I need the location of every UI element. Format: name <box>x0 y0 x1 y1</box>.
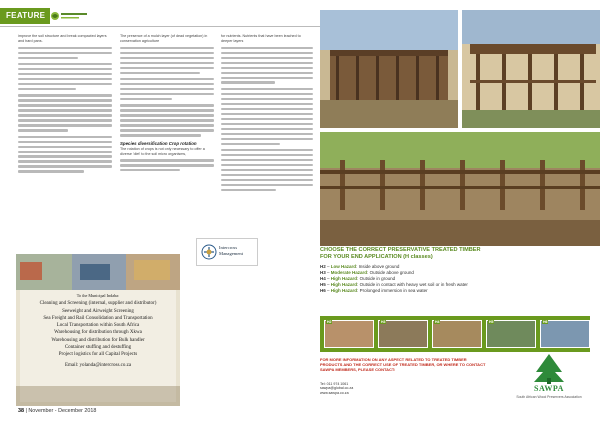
text-line <box>221 52 313 54</box>
hazard-code: H6 <box>320 288 326 293</box>
paragraph-text: The presence of a mulch layer (of dead vegetation) in conservation agriculture <box>120 34 208 43</box>
text-line <box>18 73 112 75</box>
text-line <box>18 124 112 126</box>
text-line <box>221 123 313 125</box>
text-line <box>221 174 313 176</box>
text-line <box>18 129 68 131</box>
text-line <box>120 52 214 54</box>
advert-service-item: Local Transportation within South Africa <box>56 323 140 329</box>
paragraph <box>221 88 313 145</box>
hazard-level: High Hazard <box>330 288 358 293</box>
hazard-level: High Hazard <box>330 276 358 281</box>
paragraph-text: The rotation of crops is not only necessary to offer a diverse 'diet' to the soil micro organisms, <box>120 146 205 156</box>
hazard-code: H2 <box>320 264 326 269</box>
text-line <box>221 138 313 140</box>
text-line <box>221 67 313 69</box>
hazard-code: H3 <box>320 270 326 275</box>
hazard-class-list <box>320 264 590 294</box>
advert-service-item: Container stuffing and destuffing <box>64 345 132 351</box>
page-header <box>0 8 92 24</box>
text-line <box>221 98 313 100</box>
timber-ad-title <box>320 247 590 261</box>
text-line <box>18 63 112 65</box>
text-line <box>18 114 112 116</box>
hazard-strip-label: H3 <box>381 320 386 324</box>
more-info-text: FOR MORE INFORMATION ON ANY ASPECT RELATED TO TREATED TIMBER PRODUCTS AND THE CORRECT USE OF TREATED TIMBER, OR WHERE TO CONTACT SAWPA MEMBERS, PLEASE CONTACT: <box>320 357 486 372</box>
timber-structures-photo-collage <box>320 10 600 246</box>
text-line <box>120 93 214 95</box>
hazard-description: Outside in ground <box>359 276 396 281</box>
paragraph <box>120 78 214 100</box>
text-line <box>120 62 214 64</box>
text-line <box>120 88 214 90</box>
text-line <box>18 78 112 80</box>
sawpa-subtitle: South African Wood Preservers Association <box>516 395 582 399</box>
text-line <box>221 93 313 95</box>
text-column-1 <box>18 34 112 177</box>
hazard-strip-photo <box>540 320 590 348</box>
hazard-separator: – <box>325 288 331 293</box>
text-line <box>120 57 214 59</box>
sawpa-tree-icon <box>506 352 592 384</box>
hazard-level: High Hazard <box>330 282 358 287</box>
text-line <box>221 81 275 83</box>
paragraph <box>18 136 112 173</box>
text-line <box>120 129 214 131</box>
text-line <box>18 155 112 157</box>
text-line <box>120 78 214 80</box>
hazard-separator: – <box>325 282 331 287</box>
hazard-strip-photo <box>486 320 536 348</box>
text-line <box>120 67 214 69</box>
advert-service-item: Warehousing for distribution through Xkwa <box>54 330 142 336</box>
magazine-logo-icon <box>50 10 90 22</box>
text-line <box>221 169 313 171</box>
paragraph <box>221 149 313 191</box>
hazard-strip-label: H5 <box>489 320 494 324</box>
text-line <box>221 103 313 105</box>
text-line <box>18 170 84 172</box>
footer-separator: | <box>25 408 29 414</box>
text-line <box>221 128 313 130</box>
text-line <box>221 189 276 191</box>
text-line <box>18 141 112 143</box>
contact-details <box>320 382 420 395</box>
hazard-separator: : <box>357 288 360 293</box>
hazard-description: Inside above ground <box>358 264 400 269</box>
advert-text <box>16 292 180 369</box>
text-line <box>221 143 280 145</box>
text-line <box>18 165 112 167</box>
hazard-strip-photo <box>378 320 428 348</box>
hazard-code: H4 <box>320 276 326 281</box>
text-line <box>120 98 172 100</box>
timber-ad-title-line2: FOR YOUR END APPLICATION (H classes) <box>320 254 433 260</box>
text-line <box>120 124 214 126</box>
text-line <box>120 83 214 85</box>
hazard-separator: – <box>325 264 331 269</box>
subheading: Species diversification Crop rotation <box>120 140 197 146</box>
contact-line[interactable]: www.sawpa.co.za <box>320 390 349 395</box>
contact-line: Tel: 011 974 1061 <box>320 382 349 386</box>
text-line <box>120 164 214 166</box>
intercross-logo-text <box>219 245 243 257</box>
hazard-separator: – <box>325 270 331 275</box>
text-line <box>18 109 112 111</box>
paragraph <box>221 34 313 84</box>
text-line <box>18 57 78 59</box>
advert-service-item: Warehousing and distribution for Bulk handler <box>51 337 145 343</box>
advert-email[interactable]: Email: yolanda@intercross.co.za <box>64 362 132 368</box>
issue-date: November - December 2018 <box>28 408 97 414</box>
paragraph <box>120 34 214 74</box>
text-line <box>221 88 313 90</box>
paragraph-text: improve the soil structure and break compacted layers and hard pans. <box>18 34 107 43</box>
text-line <box>18 94 112 96</box>
text-line <box>18 47 112 49</box>
hazard-level: Low Hazard <box>330 264 357 269</box>
paragraph <box>18 34 112 59</box>
text-line <box>120 47 214 49</box>
advert-service-item: Project logistics for all Capital Projects <box>58 352 138 358</box>
page-number: 38 <box>18 408 24 414</box>
hazard-strip-label: H2 <box>327 320 332 324</box>
timber-ad-title-line1: CHOOSE THE CORRECT PRESERVATIVE TREATED TIMBER <box>320 247 481 253</box>
text-line <box>18 68 112 70</box>
text-line <box>221 62 313 64</box>
text-line <box>18 119 112 121</box>
hazard-separator: : <box>356 264 359 269</box>
hazard-code: H5 <box>320 282 326 287</box>
text-column-2 <box>120 34 214 175</box>
text-line <box>221 133 313 135</box>
text-line <box>120 104 214 106</box>
text-line <box>18 136 112 138</box>
advert-service-item: Sea Freight and Rail Consolidation and Transportation <box>43 315 153 321</box>
sawpa-logo <box>506 352 592 406</box>
text-line <box>221 164 313 166</box>
advert-services-list <box>16 300 180 358</box>
hazard-level: Moderate Hazard <box>330 270 368 275</box>
text-line <box>120 109 214 111</box>
text-line <box>120 134 201 136</box>
text-line <box>221 118 313 120</box>
text-line <box>18 151 112 153</box>
text-line <box>120 72 200 74</box>
page-footer <box>18 408 96 414</box>
paragraph <box>120 104 214 136</box>
section-tab: FEATURE <box>0 8 50 24</box>
text-line <box>120 119 214 121</box>
text-line <box>120 159 214 161</box>
text-line <box>221 57 313 59</box>
hazard-description: Outside in contact with heavy wet soil or in fresh water <box>359 282 468 287</box>
text-line <box>18 52 112 54</box>
hazard-strip-photo <box>432 320 482 348</box>
text-line <box>221 179 313 181</box>
text-line <box>221 159 313 161</box>
sawpa-name: SAWPA <box>534 384 564 393</box>
text-line <box>221 108 313 110</box>
text-line <box>18 83 112 85</box>
hazard-row <box>320 288 590 294</box>
text-line <box>221 47 313 49</box>
text-line <box>221 149 313 151</box>
hazard-separator: : <box>357 282 360 287</box>
advert-intro: To the Municipal Indaba: <box>76 293 120 298</box>
text-line <box>18 88 76 90</box>
hazard-description: Outside above ground <box>369 270 414 275</box>
logistics-advert <box>16 254 180 406</box>
hazard-strip-photo <box>324 320 374 348</box>
text-column-3 <box>221 34 313 195</box>
paragraph-text: for nutrients. Nutrients that have been leached to deeper layers <box>221 34 301 43</box>
text-line <box>18 99 112 101</box>
paragraph <box>18 94 112 131</box>
hazard-separator: – <box>325 276 331 281</box>
intercross-logo-icon <box>201 244 217 260</box>
magazine-logo <box>50 10 90 22</box>
text-line <box>18 104 112 106</box>
advert-service-item: Seeweight and Airweight Screening <box>62 308 134 314</box>
text-line <box>221 72 313 74</box>
hazard-separator: : <box>367 270 370 275</box>
text-line <box>18 146 112 148</box>
text-line <box>120 114 214 116</box>
hazard-photo-strip <box>320 316 590 352</box>
paragraph <box>120 147 214 172</box>
text-line <box>221 154 313 156</box>
advert-service-item: Cleaning and Screening (internal, supplier and distributor) <box>39 301 157 307</box>
paragraph <box>18 63 112 90</box>
text-line <box>221 77 313 79</box>
text-line <box>120 169 180 171</box>
hazard-strip-label: H6 <box>543 320 548 324</box>
hazard-separator: : <box>357 276 360 281</box>
hazard-strip-label: H4 <box>435 320 440 324</box>
contact-line[interactable]: sawpa@global.co.za <box>320 386 354 391</box>
text-line <box>18 160 112 162</box>
text-line <box>221 113 313 115</box>
intercross-logo-line1: Intercross <box>219 245 238 250</box>
hazard-description: Prolonged immersion in sea water <box>359 288 428 293</box>
text-line <box>221 184 313 186</box>
intercross-logo-line2: Management <box>219 251 243 256</box>
intercross-logo-box <box>196 238 258 266</box>
